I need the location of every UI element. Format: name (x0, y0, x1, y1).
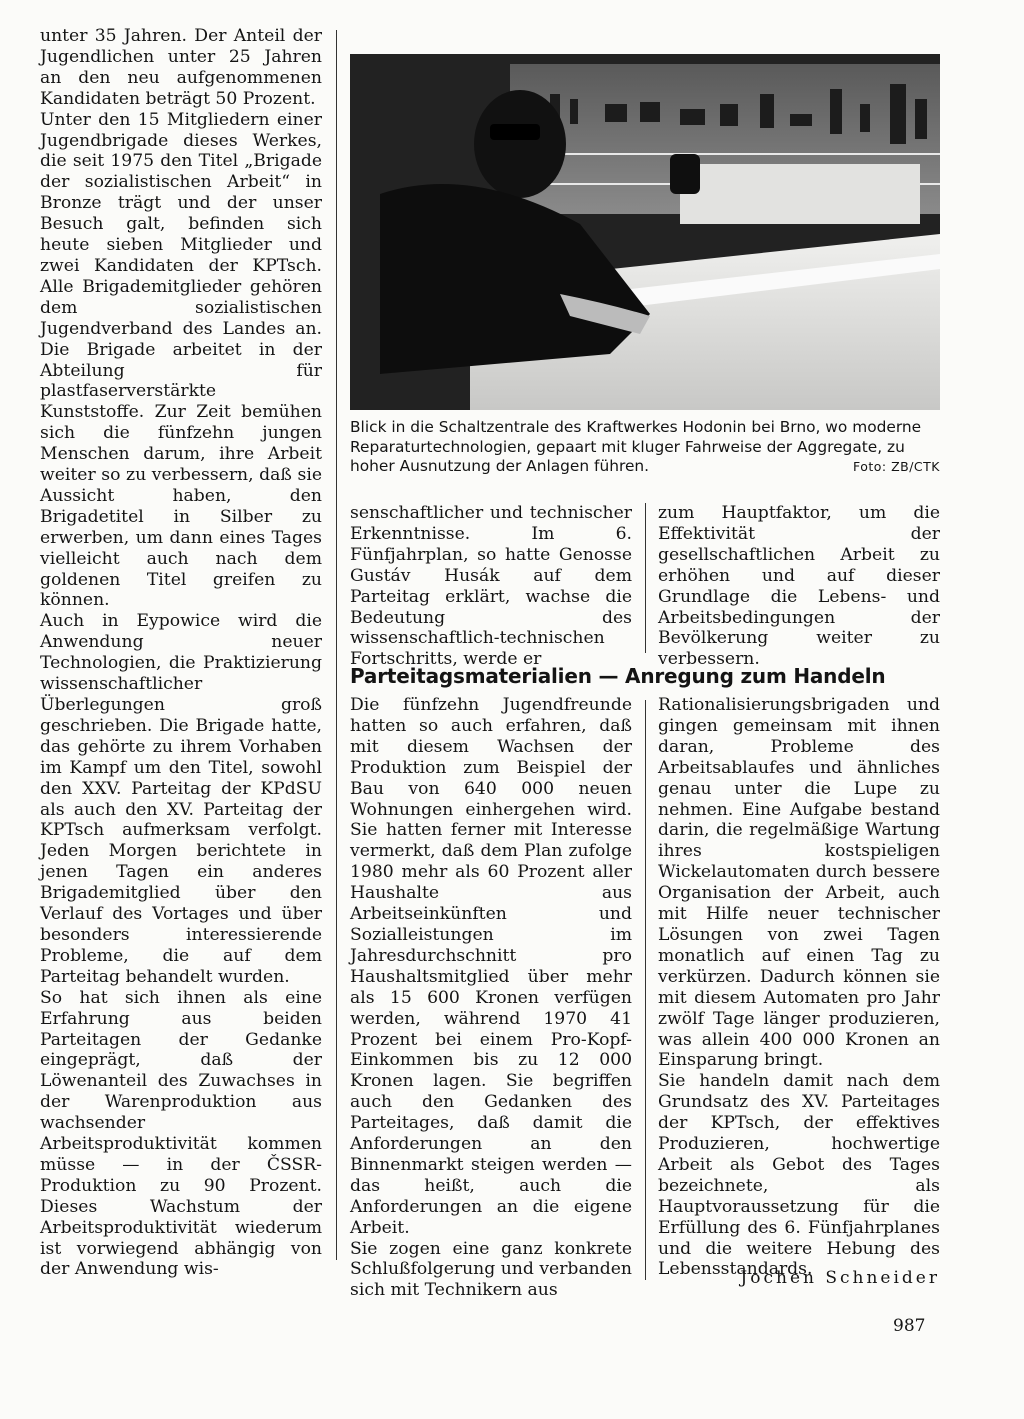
caption-text: Blick in die Schaltzentrale des Kraftwerkes Hodonin bei Brno, wo moderne Reparaturtechnologien, gepaart mit kluger Fahrweise der Aggregate, zu hoher Ausnutzung der Anlagen führen. (350, 418, 922, 475)
paragraph: Sie zogen eine ganz konkrete Schlußfolgerung und verbanden sich mit Technikern aus (350, 1238, 632, 1301)
article-column-2-top (350, 503, 632, 670)
paragraph: senschaftlicher und technischer Erkenntnisse. Im 6. Fünfjahrplan, so hatte Genosse Gustáv Husák auf dem Parteitag erklärt, wachse die Bedeutung des wissenschaftlich-technischen Fortschritts, werde er (350, 503, 632, 670)
article-column-3-top (658, 503, 940, 670)
article-column-1 (40, 26, 322, 1280)
paragraph: zum Hauptfaktor, um die Effektivität der gesellschaftlichen Arbeit zu erhöhen und auf dieser Grundlage die Lebens- und Arbeitsbedingungen der Bevölkerung weiter zu verbessern. (658, 503, 940, 670)
paragraph: Rationalisierungsbrigaden und gingen gemeinsam mit ihnen daran, Probleme des Arbeitsablaufes und ähnliches genau unter die Lupe zu nehmen. Eine Aufgabe bestand darin, die regelmäßige Wartung ihres kostspieligen Wickelautomaten durch bessere Organisation der Arbeit, auch mit Hilfe neuer technischer Lösungen von zwei Tagen monatlich auf einen Tag zu verkürzen. Dadurch können sie mit diesem Automaten pro Jahr zwölf Tage länger produzieren, was allein 400 000 Kronen an Einsparung bringt. (658, 695, 940, 1071)
page-number: 987 (893, 1316, 926, 1336)
author-byline: Jochen Schneider (740, 1268, 940, 1288)
paragraph: So hat sich ihnen als eine Erfahrung aus beiden Parteitagen der Gedanke eingeprägt, daß der Löwenanteil des Zuwachses in der Warenproduktion aus wachsender Arbeitsproduktivität kommen müsse — in der ČSSR-Produktion zu 90 Prozent. Dieses Wachstum der Arbeitsproduktivität wiederum ist vorwiegend abhängig von der Anwendung wis- (40, 987, 322, 1280)
control-room-photo (350, 54, 940, 410)
column-divider (645, 700, 646, 1280)
paragraph: Sie handeln damit nach dem Grundsatz des XV. Parteitages der KPTsch, der effektives Produzieren, hochwertige Arbeit als Gebot des Tages bezeichnete, als Hauptvoraussetzung für die Erfüllung des 6. Fünfjahrplanes und die weitere Hebung des Lebensstandards. (658, 1071, 940, 1280)
article-column-3-bottom (658, 695, 940, 1280)
photo-credit: Foto: ZB/CTK (852, 459, 940, 474)
article-column-2-bottom (350, 695, 632, 1301)
column-divider (336, 30, 337, 1260)
photo-caption (350, 418, 940, 477)
paragraph: Unter den 15 Mitgliedern einer Jugendbrigade dieses Werkes, die seit 1975 den Titel „Brigade der sozialistischen Arbeit“ in Bronze trägt und der unser Besuch galt, befinden sich heute sieben Mitglieder und zwei Kandidaten der KPTsch. Alle Brigademitglieder gehören dem sozialistischen Jugendverband des Landes an. Die Brigade arbeitet in der Abteilung für plastfaserverstärkte Kunststoffe. Zur Zeit bemühen sich die fünfzehn jungen Menschen darum, ihre Arbeit weiter so zu verbessern, daß sie Aussicht haben, den Brigadetitel in Silber zu erwerben, um dann eines Tages vielleicht auch nach dem goldenen Titel greifen zu können. (40, 109, 322, 611)
paragraph: Auch in Eypowice wird die Anwendung neuer Technologien, die Praktizierung wissenschaftlicher Überlegungen groß geschrieben. Die Brigade hatte, das gehörte zu ihrem Vorhaben im Kampf um den Titel, sowohl den XXV. Parteitag der KPdSU als auch den XV. Parteitag der KPTsch aufmerksam verfolgt. Jeden Morgen berichtete in jenen Tagen ein anderes Brigademitglied über den Verlauf des Vortages und über besonders interessierende Probleme, die auf dem Parteitag behandelt wurden. (40, 611, 322, 987)
column-divider (645, 503, 646, 653)
paragraph: unter 35 Jahren. Der Anteil der Jugendlichen unter 25 Jahren an den neu aufgenommenen Kandidaten beträgt 50 Prozent. (40, 26, 322, 109)
paragraph: Die fünfzehn Jugendfreunde hatten so auch erfahren, daß mit diesem Wachsen der Produktion zum Beispiel der Bau von 640 000 neuen Wohnungen einhergehen wird. Sie hatten ferner mit Interesse vermerkt, daß dem Plan zufolge 1980 mehr als 60 Prozent aller Haushalte aus Arbeitseinkünften und Sozialleistungen im Jahresdurchschnitt pro Haushaltsmitglied über mehr als 15 600 Kronen verfügen werden, während 1970 41 Prozent bei einem Pro-Kopf-Einkommen bis zu 12 000 Kronen lagen. Sie begriffen auch den Gedanken des Parteitages, daß damit die Anforderungen an den Binnenmarkt steigen werden — das heißt, auch die Anforderungen an die eigene Arbeit. (350, 695, 632, 1238)
photo-image (350, 54, 940, 410)
section-headline: Parteitagsmaterialien — Anregung zum Handeln (350, 664, 886, 688)
